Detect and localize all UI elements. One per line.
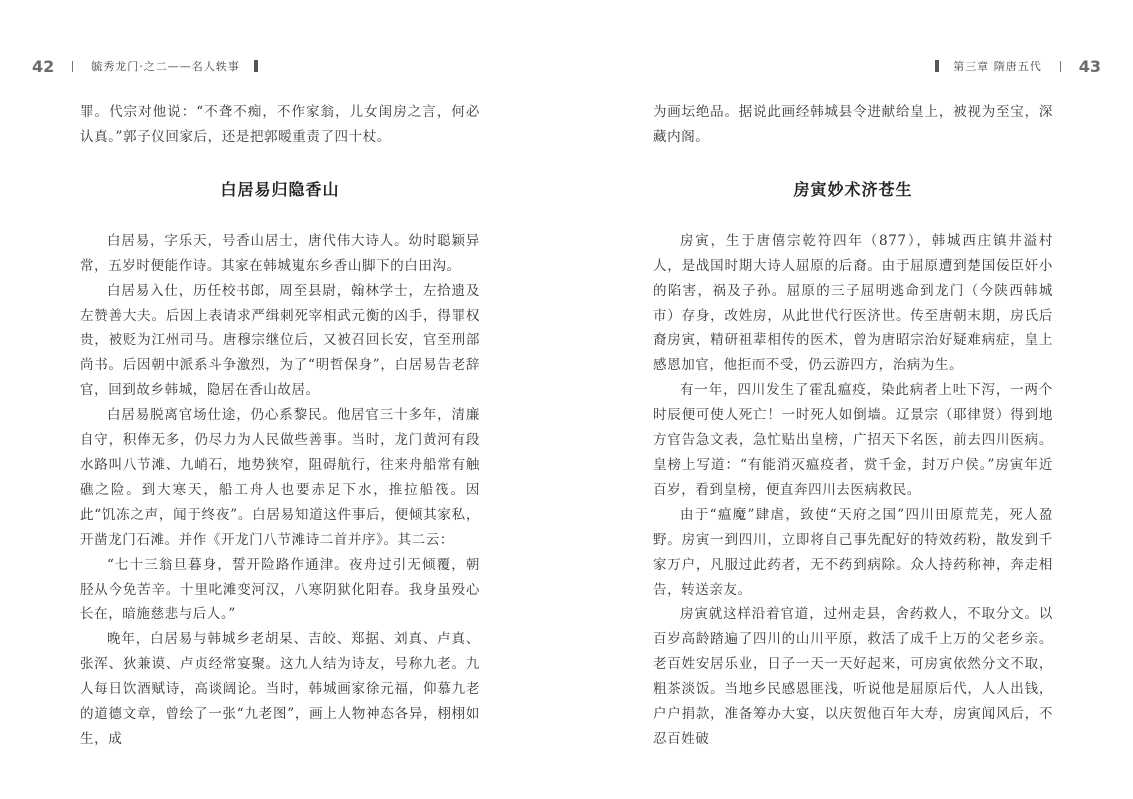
left-page-number: 42 <box>32 56 55 76</box>
left-paragraph-1: 白居易，字乐天，号香山居士，唐代伟大诗人。幼时聪颖异常，五岁时便能作诗。其家在韩城嵬东乡香山脚下的白田沟。 <box>80 232 480 274</box>
right-running-title: 第三章 隋唐五代 <box>953 60 1042 73</box>
right-paragraph-1: 房寅，生于唐僖宗乾符四年（877），韩城西庄镇井溢村人，是战国时期大诗人屈原的后裔。由于屈原遭到楚国佞臣奸小的陷害，祸及子孙。屈原的三子屈明逃命到龙门（今陕西韩城市）存身，改姓房，从此世代行医济世。传至唐朝末期，房氏后裔房寅，精研祖辈相传的医术，曾为唐昭宗治好疑难病症，皇上感恩加官，他拒而不受，仍云游四方，治病为生。 <box>653 232 1053 374</box>
left-page-header <box>32 56 272 76</box>
right-page-header <box>921 56 1101 76</box>
right-page-content <box>653 100 1053 752</box>
right-paragraph-3: 由于“瘟魔”肆虐，致使“天府之国”四川田原荒芜，死人盈野。房寅一到四川，立即将自己事先配好的特效药粉，散发到千家万户，凡服过此药者，无不药到病除。众人持药称神，奔走相告，转送亲友。 <box>653 506 1053 598</box>
left-page <box>0 0 566 799</box>
header-marker <box>935 60 939 72</box>
left-page-content <box>80 100 480 752</box>
right-section-title: 房寅妙术济苍生 <box>793 179 913 199</box>
right-paragraph-4: 房寅就这样沿着官道，过州走县，舍药救人，不取分文。以百岁高龄踏遍了四川的山川平原，救活了成千上万的父老乡亲。老百姓安居乐业，日子一天一天好起来，可房寅依然分文不取，粗茶淡饭。当地乡民感恩匪浅，听说他是屈原后代，人人出钱，户户捐款，准备筹办大宴，以庆贺他百年大寿，房寅闻风后，不忍百姓破 <box>653 606 1053 747</box>
left-paragraph-3: 白居易脱离官场仕途，仍心系黎民。他居官三十多年，清廉自守，积俸无多，仍尽力为人民做些善事。当时，龙门黄河有段水路叫八节滩、九峭石，地势狭窄，阻碍航行，往来舟船常有触礁之险。到大寒天，船工舟人也要赤足下水，推拉船筏。因此“饥冻之声，闻于终夜”。白居易知道这件事后，便倾其家私，开凿龙门石滩。并作《开龙门八节滩诗二首并序》。其二云： <box>80 407 480 548</box>
right-paragraph-2: 有一年，四川发生了霍乱瘟疫，染此病者上吐下泻，一两个时辰便可使人死亡！一时死人如倒墙。辽景宗（耶律贤）得到地方官告急文表，急忙贴出皇榜，广招天下名医，前去四川医病。皇榜上写道：“有能消灭瘟疫者，赏千金，封万户侯。”房寅年近百岁，看到皇榜，便直奔四川去医病救民。 <box>653 382 1053 498</box>
left-intro-paragraph: 罪。代宗对他说：“不聋不痴，不作家翁，儿女闺房之言，何必认真。”郭子仪回家后，还是把郭暧重责了四十杖。 <box>80 104 480 145</box>
right-page-number: 43 <box>1078 56 1101 76</box>
header-marker <box>254 60 258 72</box>
left-paragraph-2: 白居易入仕，历任校书郎，周至县尉，翰林学士，左拾遗及左赞善大夫。后因上表请求严缉刺死宰相武元衡的凶手，得罪权贵，被贬为江州司马。唐穆宗继位后，又被召回长安，官至刑部尚书。后因朝中派系斗争激烈，为了“明哲保身”，白居易告老辞官，回到故乡韩城，隐居在香山故居。 <box>80 282 480 399</box>
left-poem-quote: “七十三翁旦暮身，誓开险路作通津。夜舟过引无倾覆，朝胫从今免苦辛。十里叱滩变河汉，八寒阴狱化阳春。我身虽殁心长在，暗施慈悲与后人。” <box>80 556 480 623</box>
left-paragraph-5: 晚年，白居易与韩城乡老胡杲、吉皎、郑据、刘真、卢真、张浑、狄兼谟、卢贞经常宴聚。这九人结为诗友，号称九老。九人每日饮酒赋诗，高谈阔论。当时，韩城画家徐元福，仰慕九老的道德文章，曾绘了一张“九老图”，画上人物神态各异，栩栩如生，成 <box>80 631 480 747</box>
header-divider <box>72 61 73 72</box>
left-section-title: 白居易归隐香山 <box>220 179 340 199</box>
right-intro-paragraph: 为画坛绝品。据说此画经韩城县令进献给皇上，被视为至宝，深藏内阁。 <box>653 104 1053 145</box>
right-page <box>567 0 1133 799</box>
left-running-title: 毓秀龙门·之二——名人轶事 <box>91 60 240 73</box>
header-divider <box>1060 61 1061 72</box>
